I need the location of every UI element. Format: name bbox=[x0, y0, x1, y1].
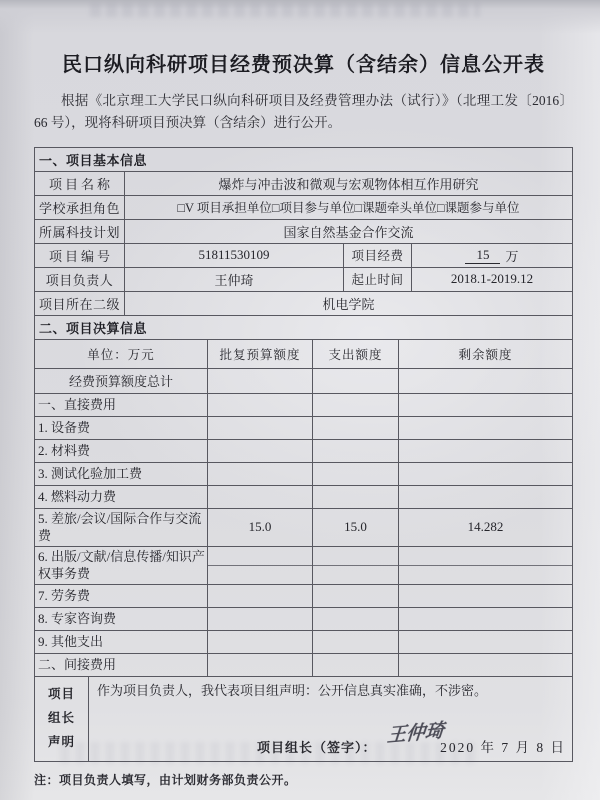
table-row bbox=[35, 368, 572, 393]
funding-value bbox=[411, 244, 572, 267]
declaration-label-line: 组长 bbox=[47, 711, 75, 726]
spent-cell bbox=[312, 369, 398, 393]
spent-cell bbox=[312, 486, 398, 508]
table-row bbox=[35, 485, 572, 508]
budget-cell bbox=[207, 547, 312, 584]
table-row bbox=[35, 416, 572, 439]
row-label: 3. 测试化验加工费 bbox=[38, 465, 143, 481]
remaining-cell bbox=[398, 440, 572, 462]
table-row bbox=[35, 584, 572, 607]
declaration-statement: 作为项目负责人，我代表项目组声明：公开信息真实准确，不涉密。 bbox=[97, 682, 488, 698]
department-label: 项目所在二级 bbox=[38, 296, 120, 312]
column-header-remaining: 剩余额度 bbox=[398, 340, 572, 368]
remaining-cell bbox=[398, 417, 572, 439]
program-label: 所属科技计划 bbox=[38, 224, 120, 240]
table-row bbox=[35, 546, 572, 584]
duration-label: 起止时间 bbox=[343, 268, 411, 291]
department-value: 机电学院 bbox=[124, 292, 572, 315]
table-row bbox=[35, 243, 572, 267]
table-row bbox=[35, 653, 572, 676]
table-row bbox=[35, 171, 572, 195]
row-label: 9. 其他支出 bbox=[38, 634, 104, 650]
signature: 王仲琦 bbox=[386, 720, 445, 748]
row-label: 5. 差旅/会议/国际合作与交流费 bbox=[38, 510, 202, 544]
table-row bbox=[35, 195, 572, 219]
intro-paragraph: 根据《北京理工大学民口纵向科研项目及经费管理办法（试行）》（北理工发〔2016〕66 号），现将科研项目预决算（含结余）进行公开。 bbox=[34, 93, 573, 130]
remaining-cell: 14.282 bbox=[398, 509, 572, 546]
table-row bbox=[35, 219, 572, 243]
declaration-label-line: 声明 bbox=[47, 734, 75, 749]
table-row bbox=[35, 267, 572, 291]
spent-cell bbox=[312, 654, 398, 676]
spent-cell bbox=[312, 631, 398, 653]
row-label: 一、直接费用 bbox=[38, 396, 117, 412]
remaining-cell bbox=[398, 585, 572, 607]
budget-cell bbox=[207, 654, 312, 676]
leader-value: 王仲琦 bbox=[124, 268, 343, 291]
row-label: 二、间接费用 bbox=[38, 657, 117, 673]
row-label: 6. 出版/文献/信息传播/知识产权事务费 bbox=[38, 548, 205, 582]
table-row bbox=[35, 508, 572, 546]
funding-label: 项目经费 bbox=[343, 244, 411, 267]
signature-label: 项目组长（签字）： bbox=[257, 739, 377, 755]
table-row bbox=[35, 291, 572, 315]
declaration-label-line: 项目 bbox=[47, 687, 75, 702]
spent-cell: 15.0 bbox=[312, 509, 398, 546]
signature-date: 2020 年 7 月 8 日 bbox=[440, 739, 566, 755]
column-header-spent: 支出额度 bbox=[312, 340, 398, 368]
budget-cell bbox=[207, 486, 312, 508]
declaration-body bbox=[88, 677, 572, 761]
bleedthrough-top bbox=[90, 3, 480, 17]
row-label: 7. 劳务费 bbox=[38, 588, 91, 604]
spent-cell bbox=[312, 463, 398, 485]
column-header-budget: 批复预算额度 bbox=[207, 340, 312, 368]
spent-cell bbox=[312, 547, 398, 584]
budget-cell bbox=[207, 394, 312, 416]
remaining-cell bbox=[398, 463, 572, 485]
duration-value: 2018.1-2019.12 bbox=[411, 268, 572, 291]
remaining-cell bbox=[398, 486, 572, 508]
budget-cell bbox=[207, 369, 312, 393]
table-row bbox=[35, 607, 572, 630]
column-header-unit: 单位：万元 bbox=[87, 347, 155, 362]
budget-cell bbox=[207, 631, 312, 653]
project-name-label: 项目名称 bbox=[48, 176, 113, 192]
row-label: 8. 专家咨询费 bbox=[38, 611, 117, 627]
page-title: 民口纵向科研项目经费预决算（含结余）信息公开表 bbox=[62, 54, 545, 76]
table-row bbox=[35, 462, 572, 485]
row-label: 1. 设备费 bbox=[38, 419, 91, 435]
funding-amount: 15 bbox=[465, 247, 500, 264]
settlement-header-row bbox=[35, 339, 572, 368]
budget-cell bbox=[207, 440, 312, 462]
signature-line bbox=[97, 738, 566, 758]
declaration-row bbox=[35, 676, 572, 761]
row-label: 经费预算额度总计 bbox=[68, 374, 173, 390]
remaining-cell bbox=[398, 394, 572, 416]
remaining-cell bbox=[398, 369, 572, 393]
budget-cell bbox=[207, 608, 312, 630]
spent-cell bbox=[312, 394, 398, 416]
row-label: 4. 燃料动力费 bbox=[38, 488, 117, 504]
spent-cell bbox=[312, 608, 398, 630]
basic-info-table bbox=[34, 147, 573, 316]
leader-label: 项目负责人 bbox=[45, 272, 114, 288]
row-label: 2. 材料费 bbox=[38, 442, 91, 458]
spent-cell bbox=[312, 585, 398, 607]
remaining-cell bbox=[398, 608, 572, 630]
budget-cell: 15.0 bbox=[207, 509, 312, 546]
project-number-value: 51811530109 bbox=[124, 244, 343, 267]
spent-cell bbox=[312, 417, 398, 439]
school-role-label: 学校承担角色 bbox=[38, 200, 120, 216]
funding-unit: 万 bbox=[505, 248, 519, 264]
remaining-cell bbox=[398, 547, 572, 584]
table-row bbox=[35, 393, 572, 416]
form-content bbox=[34, 48, 573, 800]
remaining-cell bbox=[398, 654, 572, 676]
settlement-table bbox=[34, 316, 573, 762]
declaration-label bbox=[35, 677, 88, 761]
budget-cell bbox=[207, 585, 312, 607]
school-role-checkboxes: □V 项目承担单位□项目参与单位□课题牵头单位□课题参与单位 bbox=[124, 196, 572, 219]
budget-cell bbox=[207, 417, 312, 439]
table-row bbox=[35, 630, 572, 653]
project-number-label: 项目编号 bbox=[48, 248, 113, 264]
program-value: 国家自然基金合作交流 bbox=[124, 220, 572, 243]
spent-cell bbox=[312, 440, 398, 462]
section-title-basic-info: 一、项目基本信息 bbox=[39, 152, 148, 168]
footnote: 注：项目负责人填写，由计划财务部负责公开。 bbox=[34, 772, 297, 787]
table-row bbox=[35, 439, 572, 462]
budget-cell bbox=[207, 463, 312, 485]
remaining-cell bbox=[398, 631, 572, 653]
section-title-settlement: 二、项目决算信息 bbox=[39, 320, 148, 336]
project-name-value: 爆炸与冲击波和微观与宏观物体相互作用研究 bbox=[124, 172, 572, 195]
